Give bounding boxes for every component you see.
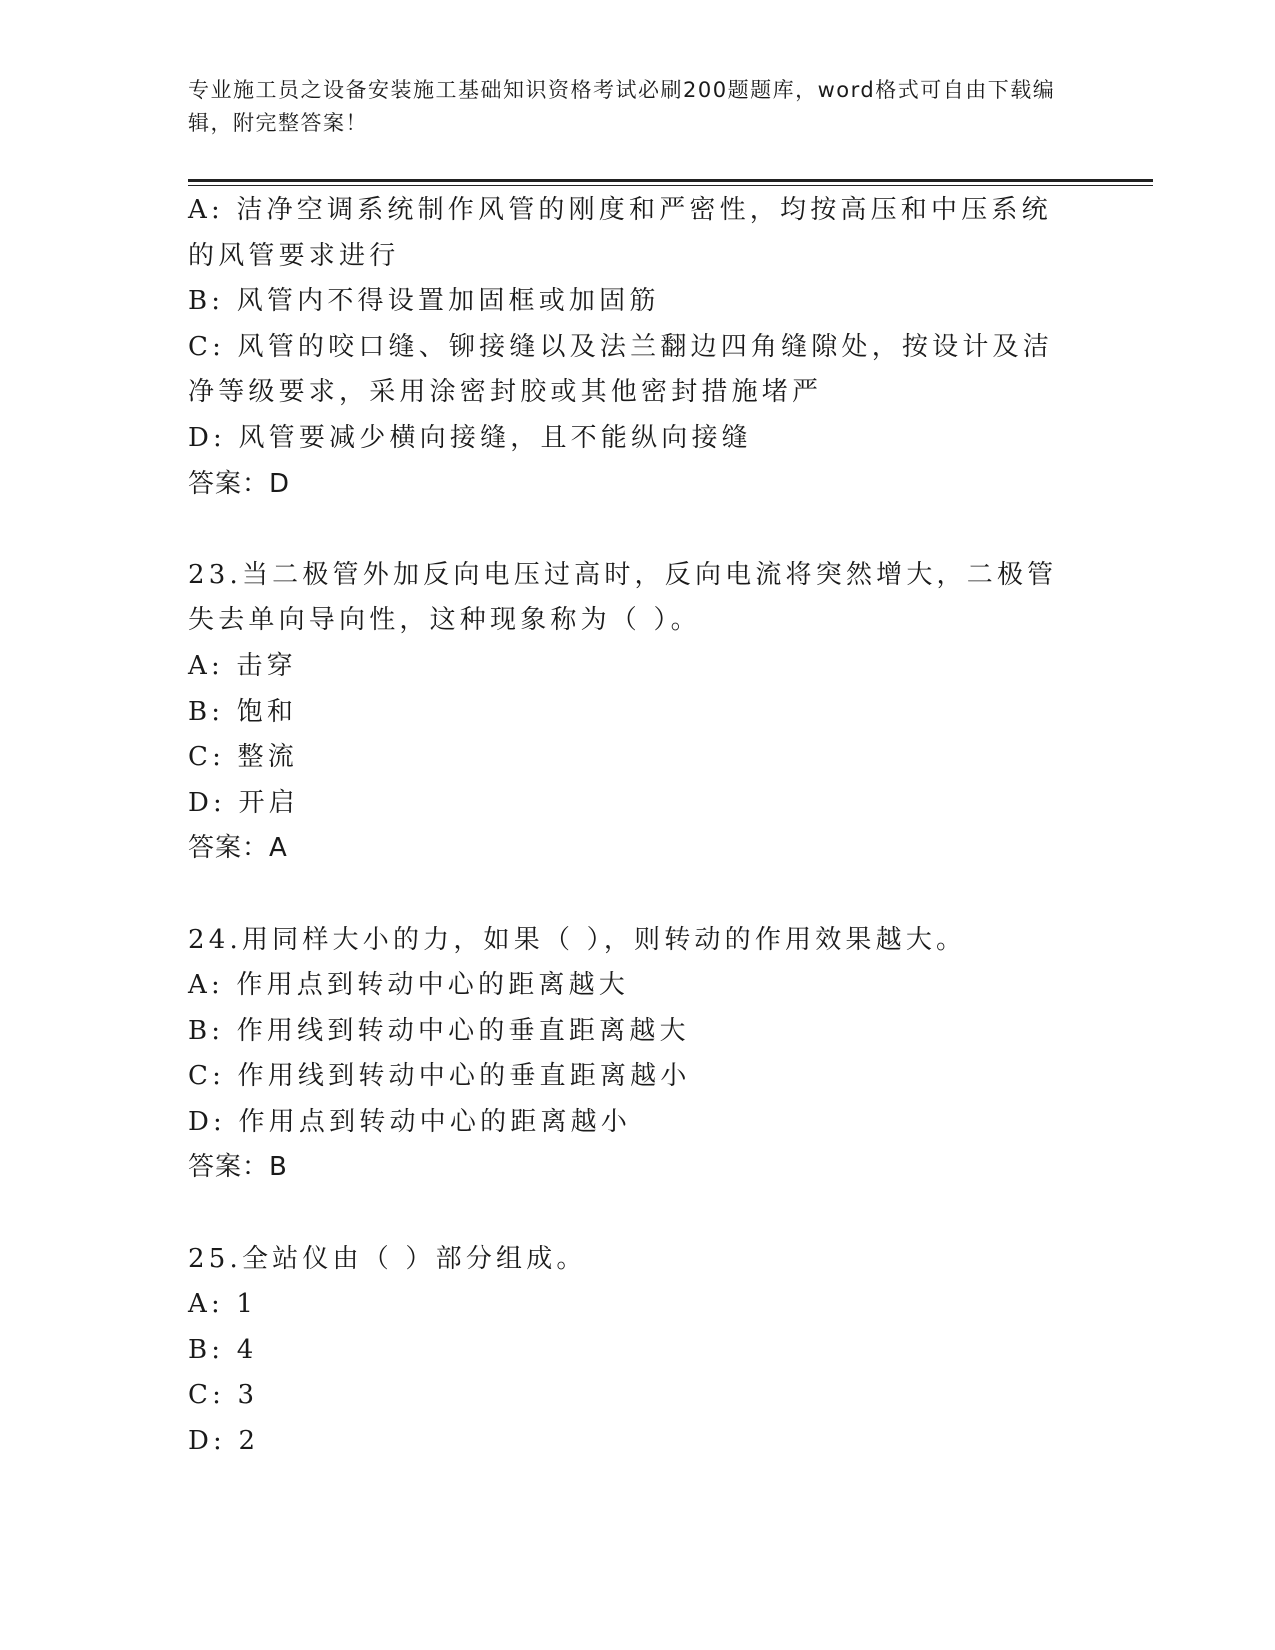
- option-b: B: 饱和: [188, 696, 298, 727]
- header-rule-thick: [188, 179, 1153, 182]
- option-d: D: 2: [188, 1426, 260, 1457]
- question-block-25: [188, 1237, 1078, 1465]
- option-c: C: 3: [188, 1380, 259, 1411]
- option-d: D: 风管要减少横向接缝，且不能纵向接缝: [188, 422, 752, 453]
- option-d: D: 开启: [188, 787, 299, 818]
- option-c: C: 作用线到转动中心的垂直距离越小: [188, 1061, 691, 1092]
- question-block-24: [188, 918, 1078, 1192]
- spacer: [188, 872, 1078, 918]
- option-c: C: 风管的咬口缝、铆接缝以及法兰翻边四角缝隙处，按设计及洁净等级要求，采用涂密封胶或其他密封措施堵严: [188, 331, 1053, 408]
- option-b: B: 风管内不得设置加固框或加固筋: [188, 286, 660, 317]
- question-stem: 23.当二极管外加反向电压过高时，反向电流将突然增大，二极管失去单向导向性，这种现象称为（ ）。: [188, 559, 1058, 636]
- option-b: B: 4: [188, 1334, 258, 1365]
- header-rule-thin: [188, 185, 1153, 186]
- option-a: A: 击穿: [188, 650, 297, 681]
- answer-line: 答案：D: [188, 468, 291, 499]
- question-block-23: [188, 553, 1078, 872]
- option-a: A: 1: [188, 1289, 258, 1320]
- question-stem: 24.用同样大小的力，如果（ ），则转动的作用效果越大。: [188, 924, 967, 955]
- option-b: B: 作用线到转动中心的垂直距离越大: [188, 1015, 690, 1046]
- question-list: [188, 188, 1078, 1465]
- spacer: [188, 507, 1078, 553]
- option-c: C: 整流: [188, 742, 298, 773]
- question-block-22: [188, 188, 1078, 507]
- spacer: [188, 1191, 1078, 1237]
- option-d: D: 作用点到转动中心的距离越小: [188, 1106, 632, 1137]
- answer-line: 答案：B: [188, 1152, 288, 1183]
- option-a: A: 作用点到转动中心的距离越大: [188, 970, 630, 1001]
- option-a: A: 洁净空调系统制作风管的刚度和严密性，均按高压和中压系统的风管要求进行: [188, 195, 1052, 271]
- answer-line: 答案：A: [188, 833, 288, 864]
- question-stem: 25.全站仪由（ ）部分组成。: [188, 1243, 587, 1274]
- page-header: 专业施工员之设备安装施工基础知识资格考试必刷200题题库，word格式可自由下载编辑，附完整答案！: [188, 78, 1056, 135]
